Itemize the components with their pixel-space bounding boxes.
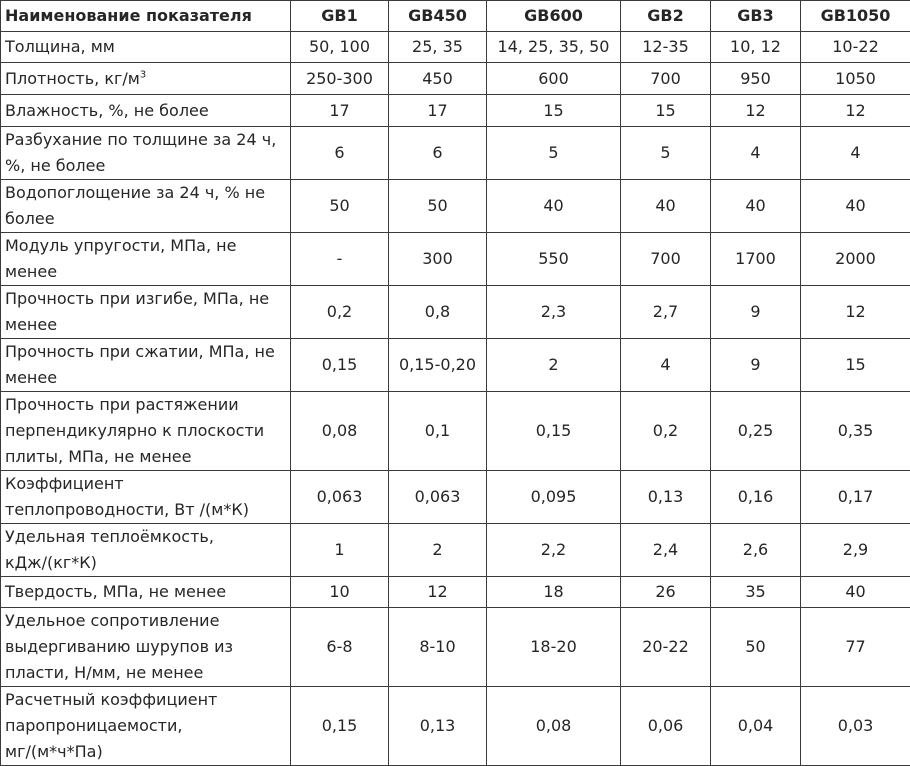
cell-gb600: 2,3	[487, 286, 621, 339]
cell-gb600: 0,15	[487, 392, 621, 471]
cell-gb450: 2	[389, 524, 487, 577]
table-row	[1, 687, 910, 766]
row-label	[1, 339, 291, 392]
cell-gb450: 6	[389, 127, 487, 180]
row-label	[1, 471, 291, 524]
cell-gb1: 1	[291, 524, 389, 577]
cell-gb450: 300	[389, 233, 487, 286]
cell-gb3: 50	[711, 608, 801, 687]
cell-gb3: 0,16	[711, 471, 801, 524]
header-row	[1, 1, 910, 32]
cell-gb3: 9	[711, 339, 801, 392]
cell-gb600: 550	[487, 233, 621, 286]
cell-gb2: 26	[621, 577, 711, 608]
table-row	[1, 471, 910, 524]
cell-gb1: 0,2	[291, 286, 389, 339]
table-row	[1, 233, 910, 286]
cell-gb600: 40	[487, 180, 621, 233]
cell-gb1: -	[291, 233, 389, 286]
row-label	[1, 608, 291, 687]
cell-gb450: 0,13	[389, 687, 487, 766]
cell-gb2: 700	[621, 233, 711, 286]
cell-gb1: 0,08	[291, 392, 389, 471]
header-gb1: GB1	[291, 1, 389, 32]
header-gb450: GB450	[389, 1, 487, 32]
table-row	[1, 339, 910, 392]
cell-gb3: 1700	[711, 233, 801, 286]
cell-gb450: 8-10	[389, 608, 487, 687]
row-label-text: Твердость, МПа, не менее	[5, 582, 226, 601]
cell-gb1050: 1050	[801, 63, 910, 95]
row-label	[1, 127, 291, 180]
cell-gb1050: 77	[801, 608, 910, 687]
cell-gb600: 0,08	[487, 687, 621, 766]
table-row	[1, 95, 910, 127]
cell-gb1: 0,063	[291, 471, 389, 524]
cell-gb2: 0,06	[621, 687, 711, 766]
cell-gb600: 18-20	[487, 608, 621, 687]
unit-superscript: 3	[140, 69, 146, 80]
cell-gb600: 2	[487, 339, 621, 392]
cell-gb1050: 12	[801, 95, 910, 127]
row-label	[1, 233, 291, 286]
table-row	[1, 32, 910, 63]
cell-gb600: 5	[487, 127, 621, 180]
table-row	[1, 286, 910, 339]
cell-gb3: 2,6	[711, 524, 801, 577]
row-label	[1, 392, 291, 471]
cell-gb2: 4	[621, 339, 711, 392]
cell-gb600: 600	[487, 63, 621, 95]
row-label-text: Удельная теплоёмкость, кДж/(кг*К)	[5, 527, 214, 572]
cell-gb1050: 0,03	[801, 687, 910, 766]
cell-gb2: 15	[621, 95, 711, 127]
cell-gb450: 0,15-0,20	[389, 339, 487, 392]
table-row	[1, 63, 910, 95]
cell-gb1: 50	[291, 180, 389, 233]
cell-gb1050: 2000	[801, 233, 910, 286]
table-row	[1, 392, 910, 471]
cell-gb600: 14, 25, 35, 50	[487, 32, 621, 63]
cell-gb3: 9	[711, 286, 801, 339]
cell-gb1050: 40	[801, 180, 910, 233]
cell-gb1: 0,15	[291, 687, 389, 766]
cell-gb1: 0,15	[291, 339, 389, 392]
table-row	[1, 127, 910, 180]
cell-gb1050: 15	[801, 339, 910, 392]
cell-gb450: 450	[389, 63, 487, 95]
table-row	[1, 524, 910, 577]
cell-gb2: 40	[621, 180, 711, 233]
cell-gb3: 4	[711, 127, 801, 180]
cell-gb2: 2,4	[621, 524, 711, 577]
cell-gb1050: 0,35	[801, 392, 910, 471]
cell-gb1050: 4	[801, 127, 910, 180]
cell-gb2: 0,2	[621, 392, 711, 471]
row-label-text: Плотность, кг/м	[5, 69, 140, 88]
table-body	[1, 32, 910, 766]
cell-gb3: 0,25	[711, 392, 801, 471]
row-label-text: Модуль упругости, МПа, не менее	[5, 236, 236, 281]
cell-gb1: 6	[291, 127, 389, 180]
cell-gb3: 12	[711, 95, 801, 127]
cell-gb3: 35	[711, 577, 801, 608]
cell-gb1: 50, 100	[291, 32, 389, 63]
cell-gb1050: 2,9	[801, 524, 910, 577]
cell-gb2: 12-35	[621, 32, 711, 63]
row-label	[1, 32, 291, 63]
row-label-text: Коэффициент теплопроводности, Вт /(м*К)	[5, 474, 249, 519]
row-label-text: Прочность при изгибе, МПа, не менее	[5, 289, 269, 334]
row-label	[1, 524, 291, 577]
table-row	[1, 180, 910, 233]
cell-gb450: 17	[389, 95, 487, 127]
cell-gb450: 0,063	[389, 471, 487, 524]
row-label-text: Влажность, %, не более	[5, 101, 209, 120]
cell-gb3: 10, 12	[711, 32, 801, 63]
row-label-text: Водопоглощение за 24 ч, % не более	[5, 183, 265, 228]
header-gb1050: GB1050	[801, 1, 910, 32]
cell-gb1: 17	[291, 95, 389, 127]
cell-gb1050: 40	[801, 577, 910, 608]
cell-gb600: 15	[487, 95, 621, 127]
row-label	[1, 63, 291, 95]
table-row	[1, 577, 910, 608]
row-label-text: Удельное сопротивление выдергиванию шурупов из пласти, Н/мм, не менее	[5, 611, 233, 682]
cell-gb450: 0,8	[389, 286, 487, 339]
table-row	[1, 608, 910, 687]
cell-gb3: 950	[711, 63, 801, 95]
row-label-text: Разбухание по толщине за 24 ч, %, не более	[5, 130, 276, 175]
cell-gb1050: 0,17	[801, 471, 910, 524]
header-gb600: GB600	[487, 1, 621, 32]
cell-gb1050: 10-22	[801, 32, 910, 63]
cell-gb450: 50	[389, 180, 487, 233]
row-label-text: Толщина, мм	[5, 37, 115, 56]
cell-gb2: 0,13	[621, 471, 711, 524]
row-label-text: Прочность при сжатии, МПа, не менее	[5, 342, 275, 387]
row-label-text: Прочность при растяжении перпендикулярно к плоскости плиты, МПа, не менее	[5, 395, 264, 466]
cell-gb2: 2,7	[621, 286, 711, 339]
cell-gb1: 6-8	[291, 608, 389, 687]
row-label	[1, 687, 291, 766]
row-label	[1, 577, 291, 608]
cell-gb600: 18	[487, 577, 621, 608]
cell-gb1: 250-300	[291, 63, 389, 95]
row-label	[1, 95, 291, 127]
row-label	[1, 180, 291, 233]
cell-gb450: 12	[389, 577, 487, 608]
cell-gb450: 25, 35	[389, 32, 487, 63]
cell-gb2: 20-22	[621, 608, 711, 687]
cell-gb2: 5	[621, 127, 711, 180]
cell-gb1050: 12	[801, 286, 910, 339]
cell-gb2: 700	[621, 63, 711, 95]
cell-gb3: 0,04	[711, 687, 801, 766]
header-indicator-name: Наименование показателя	[1, 1, 291, 32]
header-gb3: GB3	[711, 1, 801, 32]
header-gb2: GB2	[621, 1, 711, 32]
cell-gb600: 0,095	[487, 471, 621, 524]
cell-gb450: 0,1	[389, 392, 487, 471]
row-label-text: Расчетный коэффициент паропроницаемости, мг/(м*ч*Па)	[5, 690, 217, 761]
cell-gb1: 10	[291, 577, 389, 608]
row-label	[1, 286, 291, 339]
cell-gb3: 40	[711, 180, 801, 233]
cell-gb600: 2,2	[487, 524, 621, 577]
